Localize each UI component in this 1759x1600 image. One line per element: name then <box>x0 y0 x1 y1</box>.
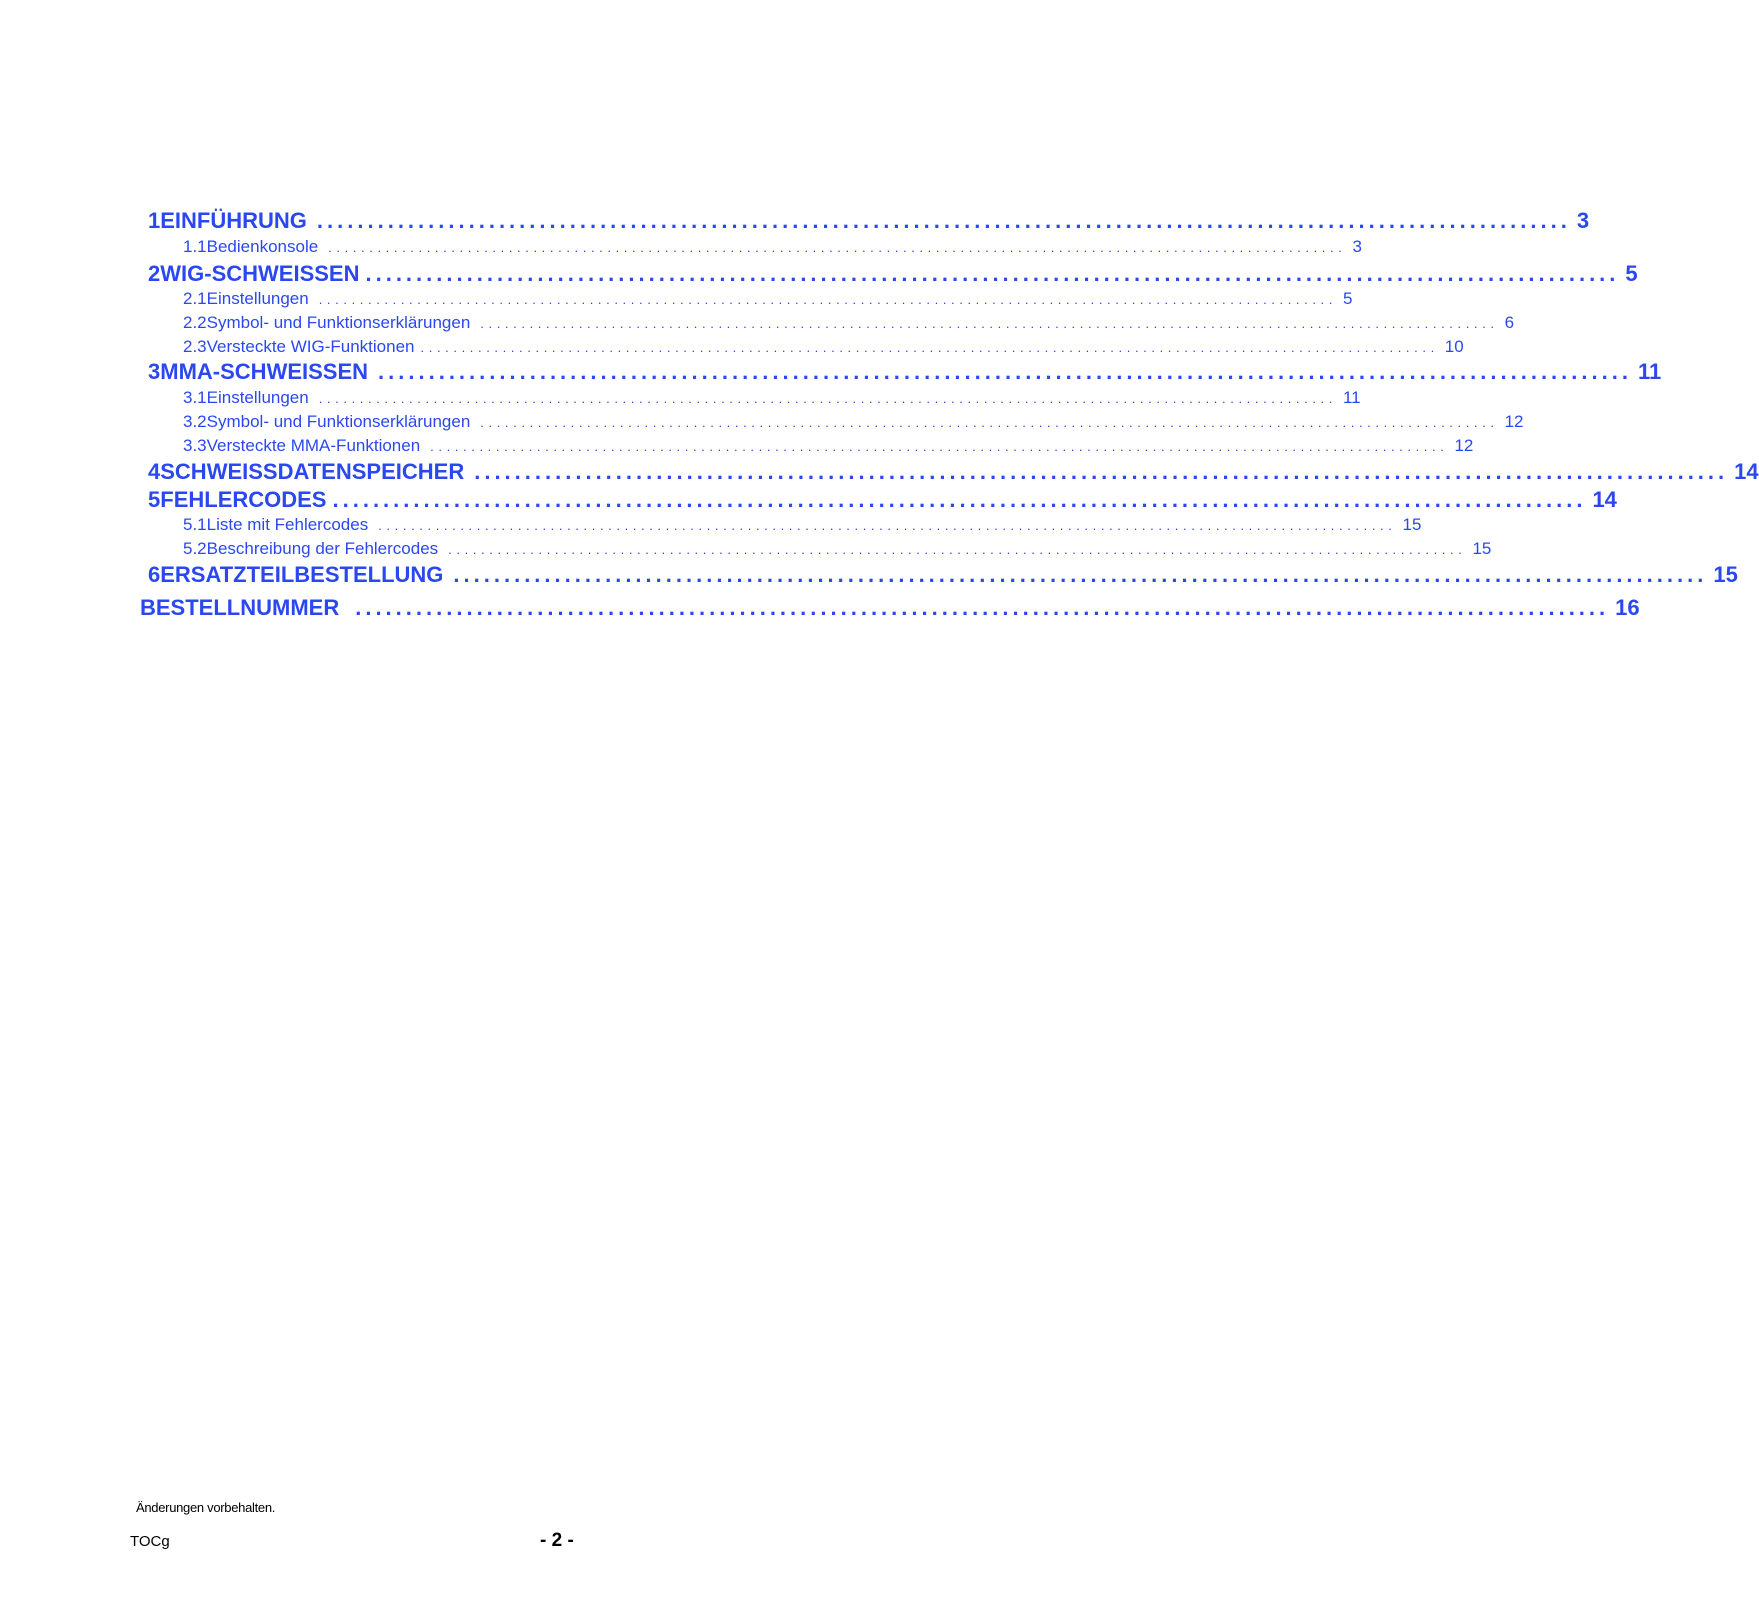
toc-entry-number: 3.1 <box>183 388 207 407</box>
toc-entry-2-2[interactable] <box>183 313 1515 333</box>
toc-entry-6[interactable] <box>148 562 1738 588</box>
toc-entry-bestellnummer[interactable] <box>140 595 1640 621</box>
toc-entry-page: 15 <box>1472 539 1492 558</box>
toc-entry-title: BESTELLNUMMER <box>140 595 340 620</box>
toc-entry-page: 12 <box>1504 412 1524 431</box>
toc-entry-title: FEHLERCODES <box>160 487 327 512</box>
toc-entry-number: 2.3 <box>183 337 207 356</box>
table-of-contents <box>0 0 1759 660</box>
toc-entry-page: 3 <box>1576 208 1590 233</box>
toc-entry-title: SCHWEISSDATENSPEICHER <box>160 459 465 484</box>
toc-dot-leader: ............................................................................................................................ <box>378 518 1397 533</box>
toc-entry-title: Einstellungen <box>206 289 309 308</box>
toc-entry-title: Symbol- und Funktionserklärungen <box>206 313 471 332</box>
toc-dot-leader: ............................................................................................................................ <box>316 208 1571 233</box>
toc-entry-page: 11 <box>1637 359 1662 384</box>
toc-entry-page: 3 <box>1352 237 1362 256</box>
toc-entry-title: WIG-SCHWEISSEN <box>160 261 360 286</box>
toc-entry-page: 15 <box>1402 515 1422 534</box>
toc-entry-page: 5 <box>1625 261 1638 286</box>
toc-entry-number: 3.3 <box>183 436 207 455</box>
toc-entry-page: 10 <box>1444 337 1464 356</box>
toc-dot-leader: ............................................................................................................................ <box>474 459 1729 484</box>
toc-entry-5-1[interactable] <box>183 515 1422 535</box>
toc-entry-page: 12 <box>1454 436 1474 455</box>
toc-dot-leader: ............................................................................................................................ <box>332 487 1587 512</box>
toc-entry-number: 5.1 <box>183 515 207 534</box>
toc-entry-3-3[interactable] <box>183 436 1474 456</box>
toc-entry-title: Bedienkonsole <box>206 237 319 256</box>
toc-entry-2[interactable] <box>148 261 1638 287</box>
toc-entry-3-1[interactable] <box>183 388 1361 408</box>
toc-entry-3-2[interactable] <box>183 412 1524 432</box>
toc-entry-number: 1.1 <box>183 237 207 256</box>
toc-entry-page: 16 <box>1615 595 1640 620</box>
toc-entry-page: 5 <box>1342 289 1353 308</box>
toc-entry-number: 2.1 <box>183 289 207 308</box>
toc-dot-leader: ............................................................................................................................ <box>420 340 1439 355</box>
toc-dot-leader: ............................................................................................................................ <box>355 595 1610 620</box>
toc-entry-2-1[interactable] <box>183 289 1353 309</box>
toc-entry-title: Einstellungen <box>206 388 309 407</box>
toc-entry-5-2[interactable] <box>183 539 1492 559</box>
toc-entry-number: 4 <box>148 459 161 484</box>
toc-entry-3[interactable] <box>148 359 1662 385</box>
toc-entry-number: 5.2 <box>183 539 207 558</box>
toc-entry-page: 6 <box>1504 313 1515 332</box>
toc-entry-number: 5 <box>148 487 161 512</box>
toc-entry-5[interactable] <box>148 487 1617 513</box>
toc-entry-title: Versteckte MMA-Funktionen <box>206 436 421 455</box>
toc-dot-leader: ............................................................................................................................ <box>448 542 1467 557</box>
toc-dot-leader: ............................................................................................................................ <box>480 316 1499 331</box>
toc-entry-page: 14 <box>1592 487 1617 512</box>
toc-entry-1-1[interactable] <box>183 237 1362 257</box>
footer-note: Änderungen vorbehalten. <box>136 1500 276 1515</box>
toc-dot-leader: ............................................................................................................................ <box>318 391 1337 406</box>
toc-entry-number: 3 <box>148 359 161 384</box>
toc-entry-title: Beschreibung der Fehlercodes <box>206 539 439 558</box>
footer-page-number: - 2 - <box>540 1530 574 1551</box>
toc-dot-leader: ............................................................................................................................ <box>453 562 1708 587</box>
toc-entry-title: EINFÜHRUNG <box>160 208 307 233</box>
toc-entry-number: 3.2 <box>183 412 207 431</box>
toc-entry-number: 6 <box>148 562 161 587</box>
toc-entry-2-3[interactable] <box>183 337 1464 357</box>
toc-dot-leader: ............................................................................................................................ <box>378 359 1632 384</box>
toc-entry-number: 1 <box>148 208 161 233</box>
toc-dot-leader: ............................................................................................................................ <box>480 415 1499 430</box>
footer-document-code: TOCg <box>130 1533 170 1550</box>
toc-entry-title: Liste mit Fehlercodes <box>206 515 369 534</box>
toc-entry-title: ERSATZTEILBESTELLUNG <box>160 562 444 587</box>
toc-entry-page: 11 <box>1342 388 1361 407</box>
toc-entry-page: 15 <box>1713 562 1738 587</box>
toc-entry-4[interactable] <box>148 459 1759 485</box>
toc-entry-title: MMA-SCHWEISSEN <box>160 359 369 384</box>
toc-dot-leader: ............................................................................................................................ <box>365 261 1620 286</box>
toc-dot-leader: ............................................................................................................................ <box>430 439 1449 454</box>
toc-entry-title: Versteckte WIG-Funktionen <box>206 337 415 356</box>
toc-dot-leader: ............................................................................................................................ <box>328 240 1347 255</box>
toc-entry-page: 14 <box>1734 459 1759 484</box>
toc-entry-number: 2 <box>148 261 161 286</box>
toc-entry-number: 2.2 <box>183 313 207 332</box>
toc-entry-title: Symbol- und Funktionserklärungen <box>206 412 471 431</box>
toc-entry-1[interactable] <box>148 208 1590 234</box>
toc-dot-leader: ............................................................................................................................ <box>318 292 1337 307</box>
